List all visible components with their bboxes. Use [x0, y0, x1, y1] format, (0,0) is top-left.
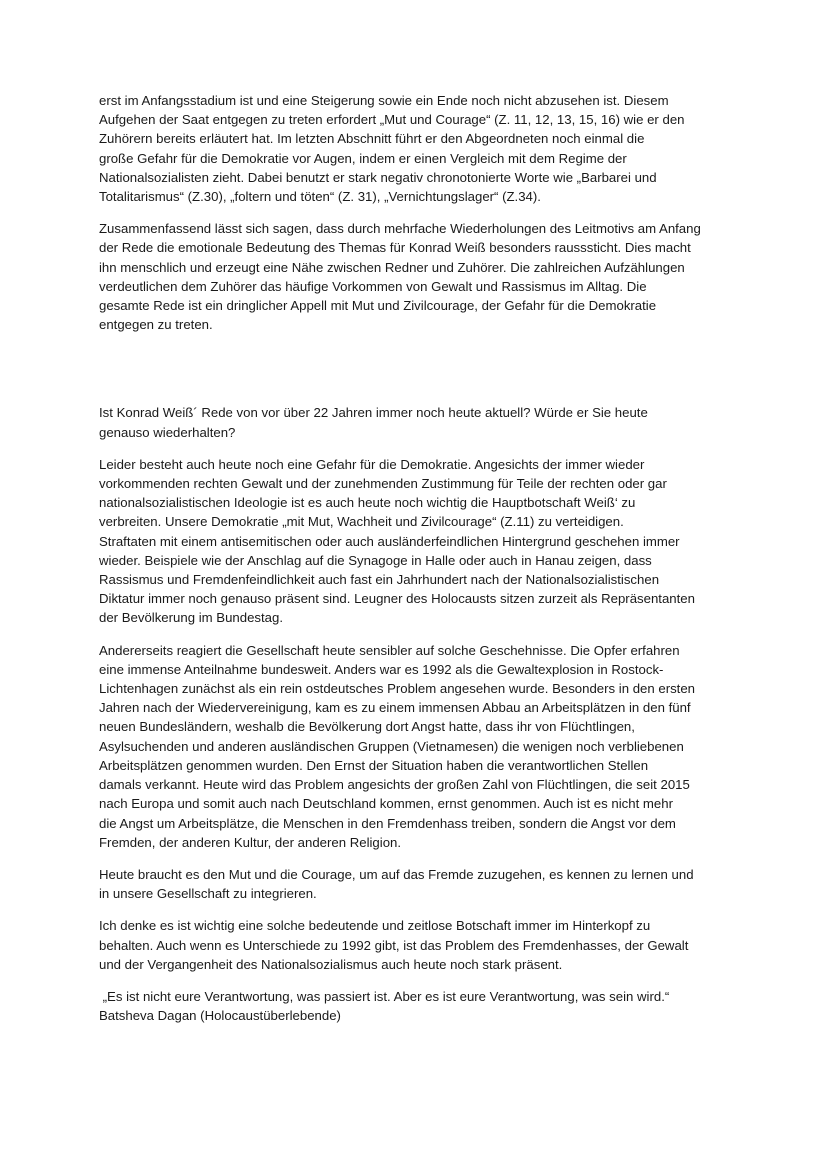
closing-quote	[99, 987, 739, 1025]
text-line: Zuhörern bereits erläutert hat. Im letzten Abschnitt führt er den Abgeordneten noch einmal die	[99, 131, 645, 147]
text-line: Leider besteht auch heute noch eine Gefahr für die Demokratie. Angesichts der immer wieder	[99, 456, 645, 472]
text-line: ihn menschlich und erzeugt eine Nähe zwischen Redner und Zuhörer. Die zahlreichen Aufzählungen	[99, 259, 685, 275]
text-line: damals verkannt. Heute wird das Problem angesichts der großen Zahl von Flüchtlingen, die seit 2015	[99, 777, 690, 793]
text-line: erst im Anfangsstadium ist und eine Steigerung sowie ein Ende noch nicht abzusehen ist. Diesem	[99, 93, 669, 108]
text-line: genauso wiederhalten?	[99, 424, 236, 440]
text-line: eine immense Anteilnahme bundesweit. Anders war es 1992 als die Gewaltexplosion in Rostock-	[99, 661, 664, 677]
text-line: wieder. Beispiele wie der Anschlag auf die Synagoge in Halle oder auch in Hanau zeigen, dass	[99, 552, 652, 568]
text-line: Andererseits reagiert die Gesellschaft heute sensibler auf solche Geschehnisse. Die Opfer erfahren	[99, 642, 680, 658]
text-line: neuen Bundesländern, weshalb die Bevölkerung dort Angst hatte, dass ihr von Flüchtlingen,	[99, 719, 635, 735]
text-line: gesamte Rede ist ein dringlicher Appell mit Mut und Zivilcourage, der Gefahr für die Demokratie	[99, 298, 657, 314]
text-line: verdeutlichen dem Zuhörer das häufige Vorkommen von Gewalt und Rassismus im Alltag. Die	[99, 278, 647, 294]
paragraph-courage	[99, 865, 739, 903]
text-line: der Bevölkerung im Bundestag.	[99, 610, 284, 626]
text-line: Aufgehen der Saat entgegen zu treten erfordert „Mut und Courage“ (Z. 11, 12, 13, 15, 16) wie er den	[99, 112, 685, 128]
text-line: verbreiten. Unsere Demokratie „mit Mut, Wachheit und Zivilcourage“ (Z.11) zu verteidigen.	[99, 514, 624, 530]
paragraph-analysis-end	[99, 91, 739, 206]
text-line: Heute braucht es den Mut und die Courage, um auf das Fremde zuzugehen, es kennen zu lernen und	[99, 866, 694, 882]
text-line: Ich denke es ist wichtig eine solche bedeutende und zeitlose Botschaft immer im Hinterkopf zu	[99, 918, 651, 934]
text-line: der Rede die emotionale Bedeutung des Themas für Konrad Weiß besonders rausssticht. Dies macht	[99, 240, 691, 256]
text-line: Asylsuchenden und anderen ausländischen Gruppen (Vietnamesen) die wenigen noch verbliebenen	[99, 738, 684, 754]
text-line: nationalsozialistischen Ideologie ist es auch heute noch wichtig die Hauptbotschaft Weiß‘ zu	[99, 495, 636, 511]
text-line: und der Vergangenheit des Nationalsozialismus auch heute noch stark präsent.	[99, 956, 563, 972]
quote-text: „Es ist nicht eure Verantwortung, was passiert ist. Aber es ist eure Verantwortung, was sein wird.“	[99, 988, 670, 1004]
text-line: Nationalsozialisten zieht. Dabei benutzt er stark negativ chronotonierte Worte wie „Barbarei und	[99, 169, 657, 185]
paragraph-society-reaction	[99, 641, 739, 852]
text-line: Arbeitsplätzen genommen wurden. Den Ernst der Situation haben die verantwortlichen Stellen	[99, 757, 649, 773]
text-line: behalten. Auch wenn es Unterschiede zu 1992 gibt, ist das Problem des Fremdenhasses, der Gewalt	[99, 937, 689, 953]
paragraph-conclusion	[99, 916, 739, 974]
paragraph-summary	[99, 219, 739, 334]
text-line: Jahren nach der Wiedervereinigung, kam es zu einem immensen Abbau an Arbeitsplätzen in den fünf	[99, 700, 691, 716]
text-line: Ist Konrad Weiß´ Rede von vor über 22 Jahren immer noch heute aktuell? Würde er Sie heute	[99, 405, 648, 421]
text-line: Rassismus und Fremdenfeindlichkeit auch fast ein Jahrhundert nach der Nationalsozialistischen	[99, 572, 660, 588]
text-line: in unsere Gesellschaft zu integrieren.	[99, 886, 317, 902]
text-line: Zusammenfassend lässt sich sagen, dass durch mehrfache Wiederholungen des Leitmotivs am Anfang	[99, 221, 701, 237]
text-line: die Angst um Arbeitsplätze, die Menschen in den Fremdenhass treiben, sondern die Angst vor dem	[99, 815, 676, 831]
text-line: Lichtenhagen zunächst als ein rein ostdeutsches Problem angesehen wurde. Besonders in den ersten	[99, 681, 696, 697]
text-line: nach Europa und somit auch nach Deutschland kommen, ernst genommen. Auch ist es nicht mehr	[99, 796, 673, 812]
text-line: Straftaten mit einem antisemitischen oder auch ausländerfeindlichen Hintergrund geschehen immer	[99, 533, 680, 549]
document-page	[99, 91, 739, 1025]
text-line: vorkommenden rechten Gewalt und der zunehmenden Zustimmung für Teile der rechten oder gar	[99, 476, 667, 492]
text-line: Fremden, der anderen Kultur, der anderen Religion.	[99, 834, 402, 850]
question-heading	[99, 403, 739, 441]
text-line: große Gefahr für die Demokratie vor Augen, indem er einen Vergleich mit dem Regime der	[99, 150, 627, 166]
quote-author: Batsheva Dagan (Holocaustüberlebende)	[99, 1008, 341, 1024]
paragraph-danger-today	[99, 455, 739, 628]
text-line: Totalitarismus“ (Z.30), „foltern und töten“ (Z. 31), „Vernichtungslager“ (Z.34).	[99, 189, 541, 205]
text-line: Diktatur immer noch genauso präsent sind. Leugner des Holocausts sitzen zurzeit als Repräsentanten	[99, 591, 695, 607]
text-line: entgegen zu treten.	[99, 317, 213, 333]
